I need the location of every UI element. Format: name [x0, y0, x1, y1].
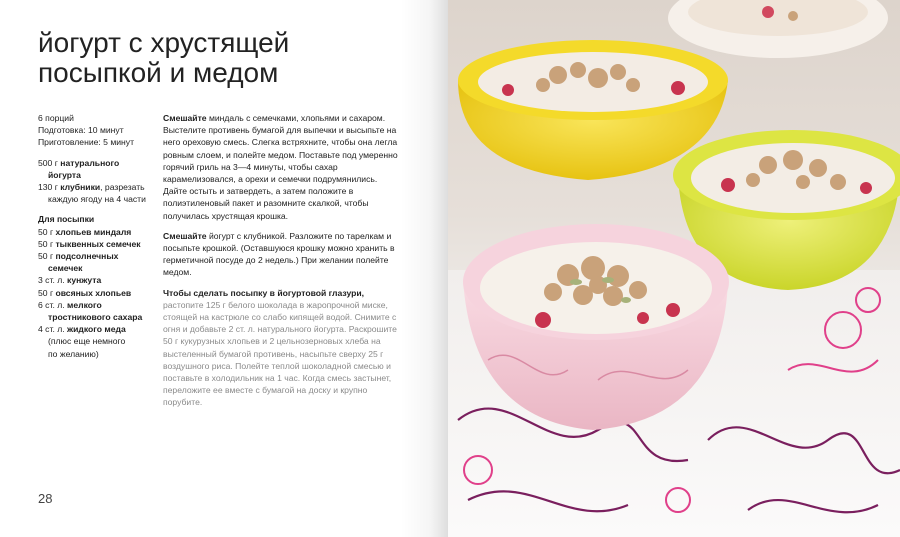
page-gutter-shadow — [400, 0, 450, 537]
ingredients-column — [38, 112, 163, 360]
method-column — [163, 112, 403, 417]
page-number: 28 — [38, 491, 53, 506]
recipe-title: йогурт с хрустящей посыпкой и медом — [38, 27, 290, 88]
topping-heading: Для посыпки — [38, 214, 95, 225]
ingredient-line: тростникового сахара — [48, 312, 143, 323]
ingredient-line: (плюс еще немного — [48, 336, 126, 347]
food-photo — [448, 0, 900, 537]
ingredient-line: 50 г тыквенных семечек — [38, 238, 141, 249]
method-step-1: Смешайте миндаль с семечками, хлопьями и сахаром. Выстелите противень бумагой для выпечки и высыпьте на него ореховую смесь. Слегка встряхните, чтобы она легла ровным слоем, и полейте медом. Поставьте под умеренно горячий гриль на 3—4 минуты, чтобы сахар карамелизовался, а орехи и семечки подрумянились. Дайте остыть и затвердеть, а затем положите в полиэтиленовый пакет и разомните скалкой, чтобы получилась хрустящая крошка. — [163, 113, 398, 221]
ingredient-line: каждую ягоду на 4 части — [48, 194, 146, 205]
servings: 6 порций — [38, 113, 74, 123]
topping-list — [38, 226, 163, 360]
cook-time: Приготовление: 5 минут — [38, 137, 135, 148]
ingredient-line: 50 г подсолнечных — [38, 251, 119, 262]
prep-time: Подготовка: 10 минут — [38, 125, 124, 136]
ingredient-line: семечек — [48, 263, 83, 274]
ingredient-line: по желанию) — [48, 348, 99, 359]
yogurt-bowls-illustration — [448, 0, 900, 537]
ingredient-line: 130 г клубники, разрезать — [38, 182, 145, 193]
left-page — [0, 0, 448, 537]
ingredient-list — [38, 157, 163, 206]
ingredient-line: 4 ст. л. жидкого меда — [38, 324, 126, 335]
method-step-2: Смешайте йогурт с клубникой. Разложите по тарелкам и посыпьте крошкой. (Оставшуюся крошку можно хранить в герметичной посуде до 2 недель.) При желании полейте медом. — [163, 230, 395, 278]
ingredient-line: 500 г натурального — [38, 157, 120, 168]
ingredient-line: 6 ст. л. мелкого — [38, 299, 102, 310]
ingredient-line: 50 г хлопьев миндаля — [38, 226, 132, 237]
ingredient-line: 3 ст. л. кунжута — [38, 275, 102, 286]
method-variation: Чтобы сделать посыпку в йогуртовой глазури, растопите 125 г белого шоколада в жаропрочной миске, стоящей на кастрюле со слабо кипящей водой. Снимите с огня и добавьте 2 ст. л. натурального йогурта. Раскрошите 50 г кукурузных хлопьев и 2 цельнозерновых хлеба на выстеленный бумагой противень, насыпьте сверху 25 г воздушного риса. Полейте теплой шоколадной смесью и поставьте в холодильник на 1 час. Когда смесь застынет, переложите ее вместе с бумагой на доску и крупно порубите. — [163, 287, 397, 408]
ingredient-line: 50 г овсяных хлопьев — [38, 287, 132, 298]
ingredient-line: йогурта — [48, 169, 81, 180]
